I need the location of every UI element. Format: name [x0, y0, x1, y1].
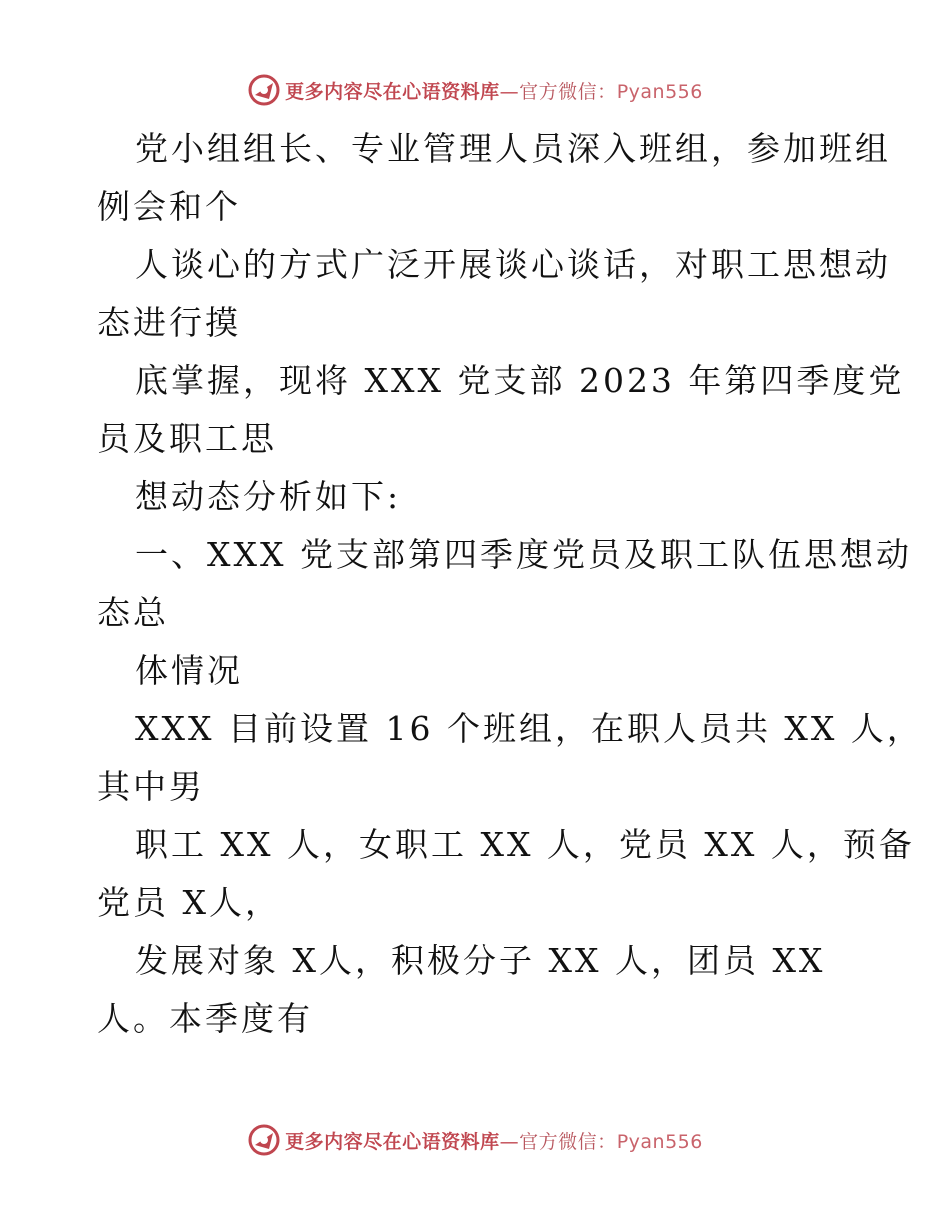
brand-logo-icon [247, 1123, 281, 1157]
section-heading-line: 一、XXX 党支部第四季度党员及职工队伍思想动 [135, 535, 912, 574]
text-line: 人。本季度有 [97, 999, 313, 1038]
text-line: 态进行摸 [97, 303, 241, 342]
watermark-id: Pyan556 [616, 1130, 703, 1153]
watermark-dash: — [499, 1130, 520, 1153]
text-line: XXX 目前设置 16 个班组，在职人员共 XX 人， [135, 709, 923, 748]
watermark-brand: 更多内容尽在心语资料库 [285, 80, 500, 103]
text-line: 其中男 [97, 767, 205, 806]
text-line: 例会和个 [97, 187, 241, 226]
text-line: 想动态分析如下: [135, 477, 402, 516]
text-line: 发展对象 X人，积极分子 XX 人，团员 XX [135, 941, 826, 980]
brand-logo-icon [247, 73, 281, 107]
footer-watermark [0, 1120, 950, 1160]
watermark-brand: 更多内容尽在心语资料库 [285, 1130, 500, 1153]
watermark-dash: — [499, 80, 520, 103]
document-body [97, 120, 923, 1048]
text-line: 党员 X人， [97, 883, 281, 922]
text-line: 职工 XX 人，女职工 XX 人，党员 XX 人，预备 [135, 825, 915, 864]
section-heading-line: 体情况 [135, 651, 243, 690]
watermark-text [285, 1127, 703, 1154]
text-line: 人谈心的方式广泛开展谈心谈话，对职工思想动 [135, 245, 891, 284]
section-heading-line: 态总 [97, 593, 169, 632]
watermark-label: 官方微信： [519, 1130, 617, 1153]
text-line: 员及职工思 [97, 419, 277, 458]
watermark-text [285, 77, 703, 104]
text-line: 党小组组长、专业管理人员深入班组，参加班组 [135, 129, 891, 168]
text-line: 底掌握，现将 XXX 党支部 2023 年第四季度党 [135, 361, 905, 400]
watermark-id: Pyan556 [616, 80, 703, 103]
header-watermark [0, 70, 950, 110]
watermark-label: 官方微信： [519, 80, 617, 103]
